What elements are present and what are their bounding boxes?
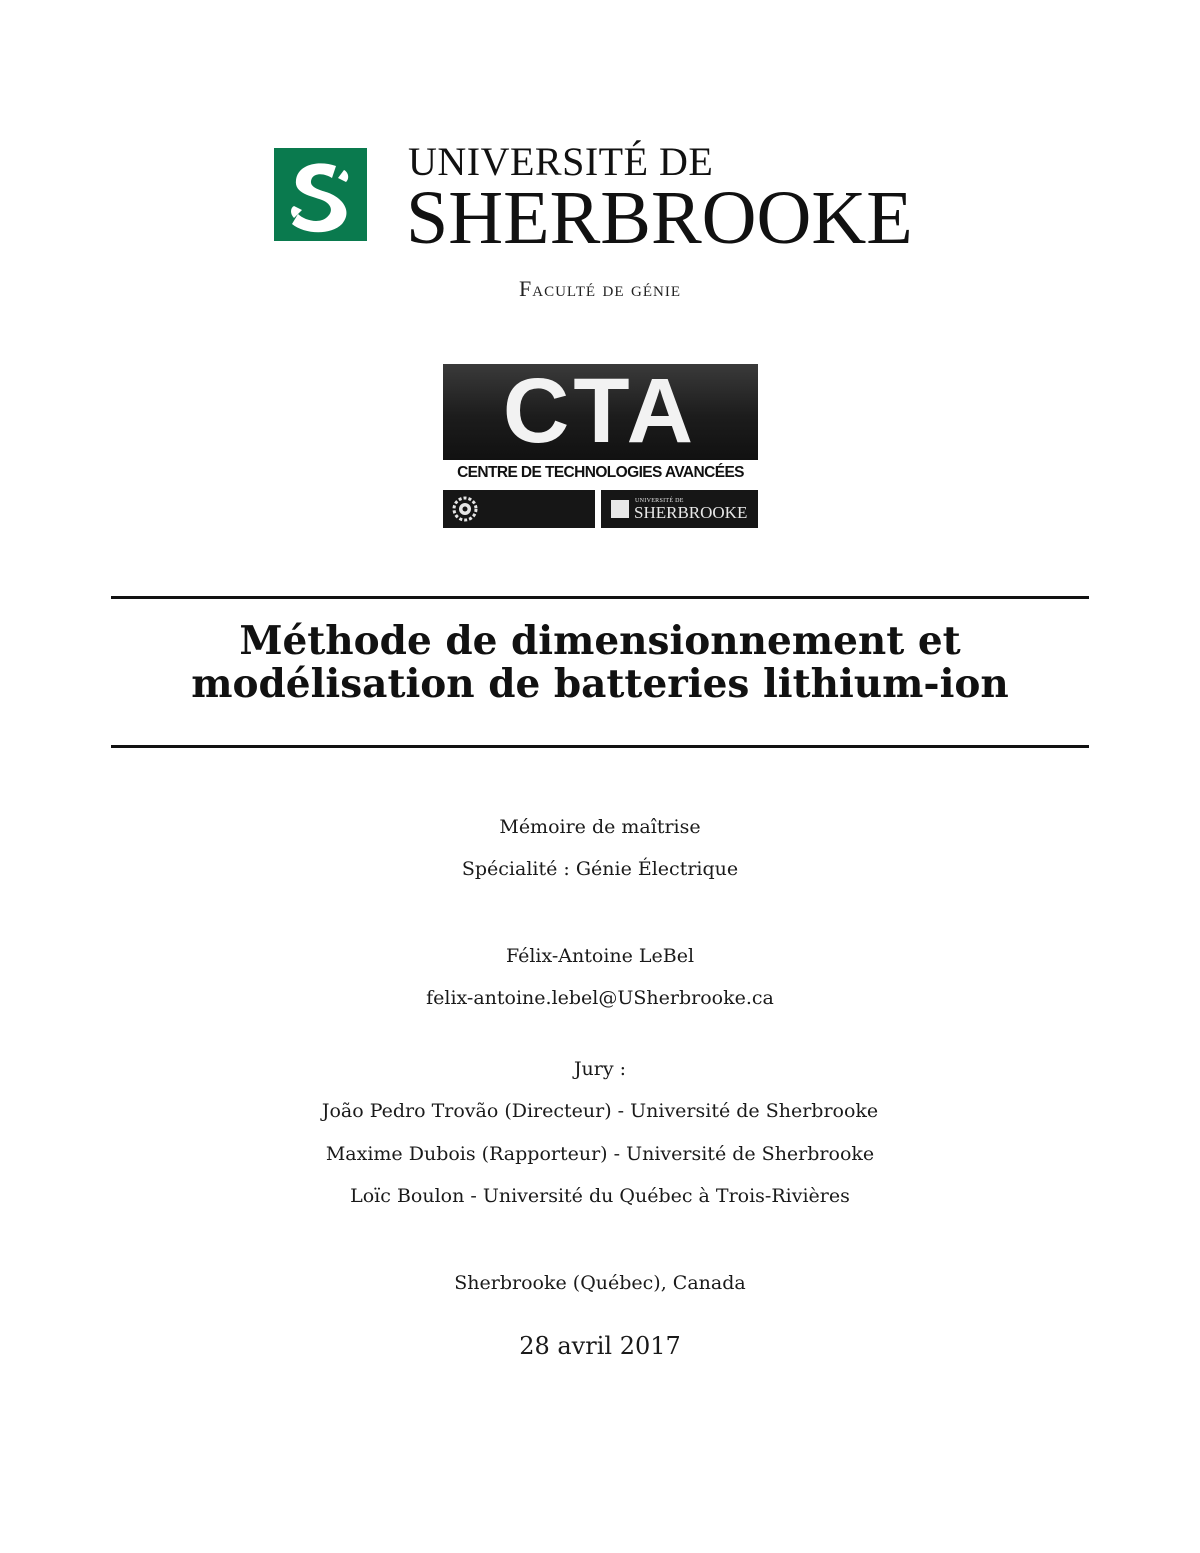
university-s-mark-icon	[274, 148, 367, 241]
document-title	[111, 620, 1089, 706]
gear-icon	[451, 495, 479, 523]
jury-heading: Jury :	[573, 1058, 627, 1080]
mini-university-mark-icon	[611, 500, 629, 518]
faculty-name: Faculté de génie	[519, 276, 681, 301]
cta-logo	[443, 364, 758, 528]
university-name-line1: UNIVERSITÉ DE	[408, 139, 714, 184]
author-email[interactable]: felix-antoine.lebel@USherbrooke.ca	[426, 987, 774, 1009]
title-line-2: modélisation de batteries lithium-ion	[191, 661, 1009, 707]
cta-letters-banner	[443, 364, 758, 460]
title-rule-bottom	[111, 745, 1089, 748]
jury-member: Loïc Boulon - Université du Québec à Trois-Rivières	[350, 1185, 850, 1207]
jury-member: João Pedro Trovão (Directeur) - Université de Sherbrooke	[321, 1100, 879, 1122]
date: 28 avril 2017	[519, 1332, 681, 1360]
jury-member: Maxime Dubois (Rapporteur) - Université de Sherbrooke	[325, 1143, 875, 1165]
mini-university-line1: UNIVERSITÉ DE	[635, 498, 684, 504]
university-name-line2: SHERBROOKE	[406, 176, 913, 260]
title-rule-top	[111, 596, 1089, 599]
university-logo	[274, 139, 934, 260]
mini-university-line2: SHERBROOKE	[634, 503, 748, 522]
document-type: Mémoire de maîtrise	[499, 816, 701, 838]
cta-partner-bar-left	[443, 490, 595, 528]
specialty: Spécialité : Génie Électrique	[461, 858, 739, 880]
cta-letters: CTA	[502, 364, 698, 460]
cta-subtitle: CENTRE DE TECHNOLOGIES AVANCÉES	[457, 464, 744, 481]
title-line-1: Méthode de dimensionnement et	[239, 618, 961, 664]
author-name: Félix-Antoine LeBel	[505, 945, 695, 967]
location: Sherbrooke (Québec), Canada	[454, 1272, 746, 1294]
cta-partner-bar-right	[601, 490, 758, 528]
